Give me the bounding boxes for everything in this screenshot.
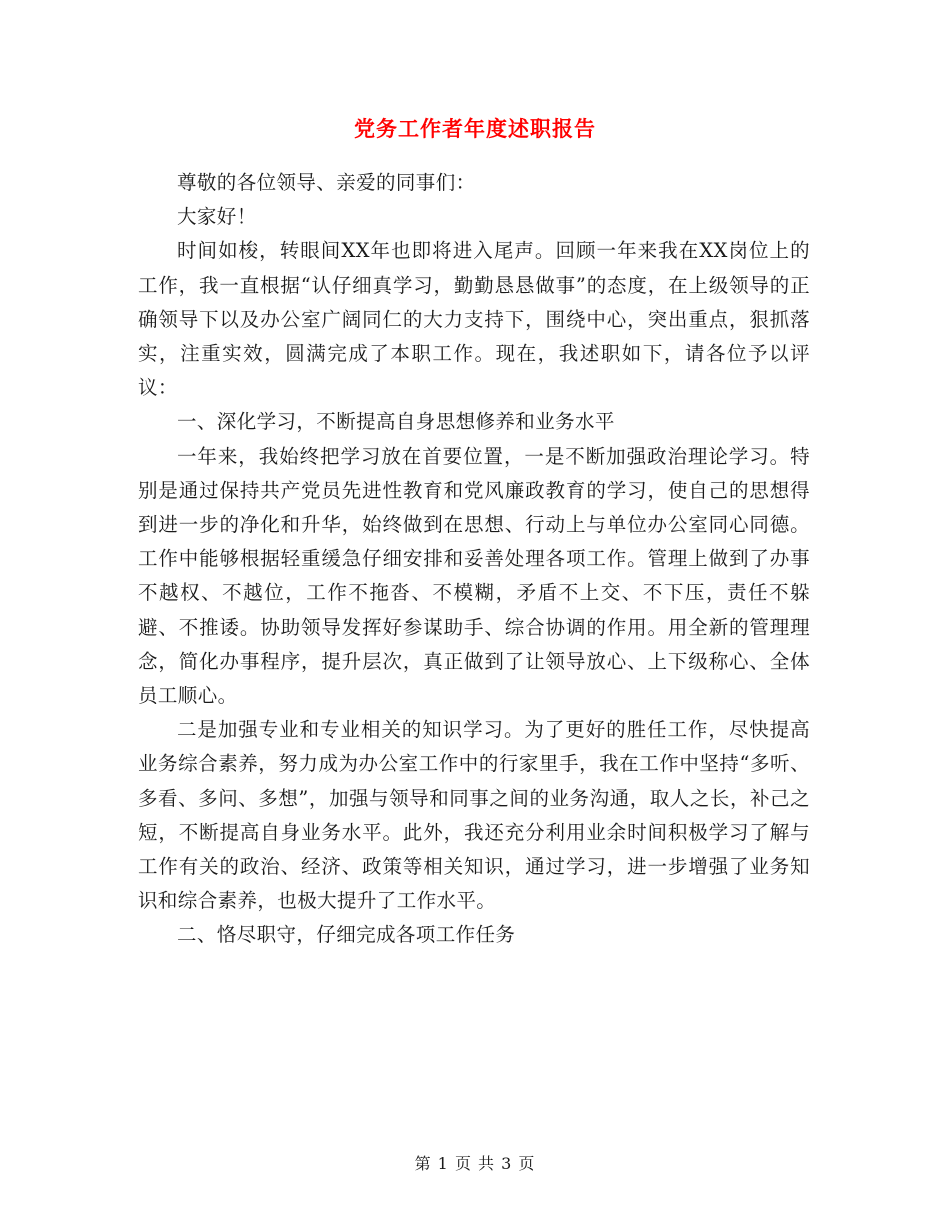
page-number-footer: 第 1 页 共 3 页 bbox=[414, 1154, 536, 1173]
section-heading-2: 二、恪尽职守，仔细完成各项工作任务 bbox=[177, 923, 516, 947]
document-body bbox=[138, 166, 810, 953]
section-heading-1: 一、深化学习，不断提高自身思想修养和业务水平 bbox=[177, 410, 615, 434]
body-paragraph: 一年来，我始终把学习放在首要位置，一是不断加强政治理论学习。特别是通过保持共产党员先进性教育和党风廉政教育的学习，使自己的思想得到进一步的净化和升华，始终做到在思想、行动上与单位办公室同心同德。工作中能够根据轻重缓急仔细安排和妥善处理各项工作。管理上做到了办事不越权、不越位，工作不拖沓、不模糊，矛盾不上交、不下压，责任不躲避、不推诿。协助领导发挥好参谋助手、综合协调的作用。用全新的管理理念，简化办事程序，提升层次，真正做到了让领导放心、上下级称心、全体员工顺心。 bbox=[138, 444, 810, 708]
body-paragraph: 二是加强专业和专业相关的知识学习。为了更好的胜任工作，尽快提高业务综合素养，努力成为办公室工作中的行家里手，我在工作中坚持“多听、多看、多问、多想”，加强与领导和同事之间的业务沟通，取人之长，补己之短，不断提高自身业务水平。此外，我还充分利用业余时间积极学习了解与工作有关的政治、经济、政策等相关知识，通过学习，进一步增强了业务知识和综合素养，也极大提升了工作水平。 bbox=[138, 718, 810, 913]
salutation: 尊敬的各位领导、亲爱的同事们： bbox=[177, 171, 476, 194]
document-title: 党务工作者年度述职报告 bbox=[354, 116, 596, 141]
greeting: 大家好！ bbox=[177, 205, 257, 229]
intro-paragraph: 时间如梭，转眼间XX年也即将进入尾声。回顾一年来我在XX岗位上的工作，我一直根据“认仔细真学习，勤勤恳恳做事”的态度，在上级领导的正确领导下以及办公室广阔同仁的大力支持下，围绕中心，突出重点，狠抓落实，注重实效，圆满完成了本职工作。现在，我述职如下，请各位予以评议： bbox=[138, 239, 810, 400]
